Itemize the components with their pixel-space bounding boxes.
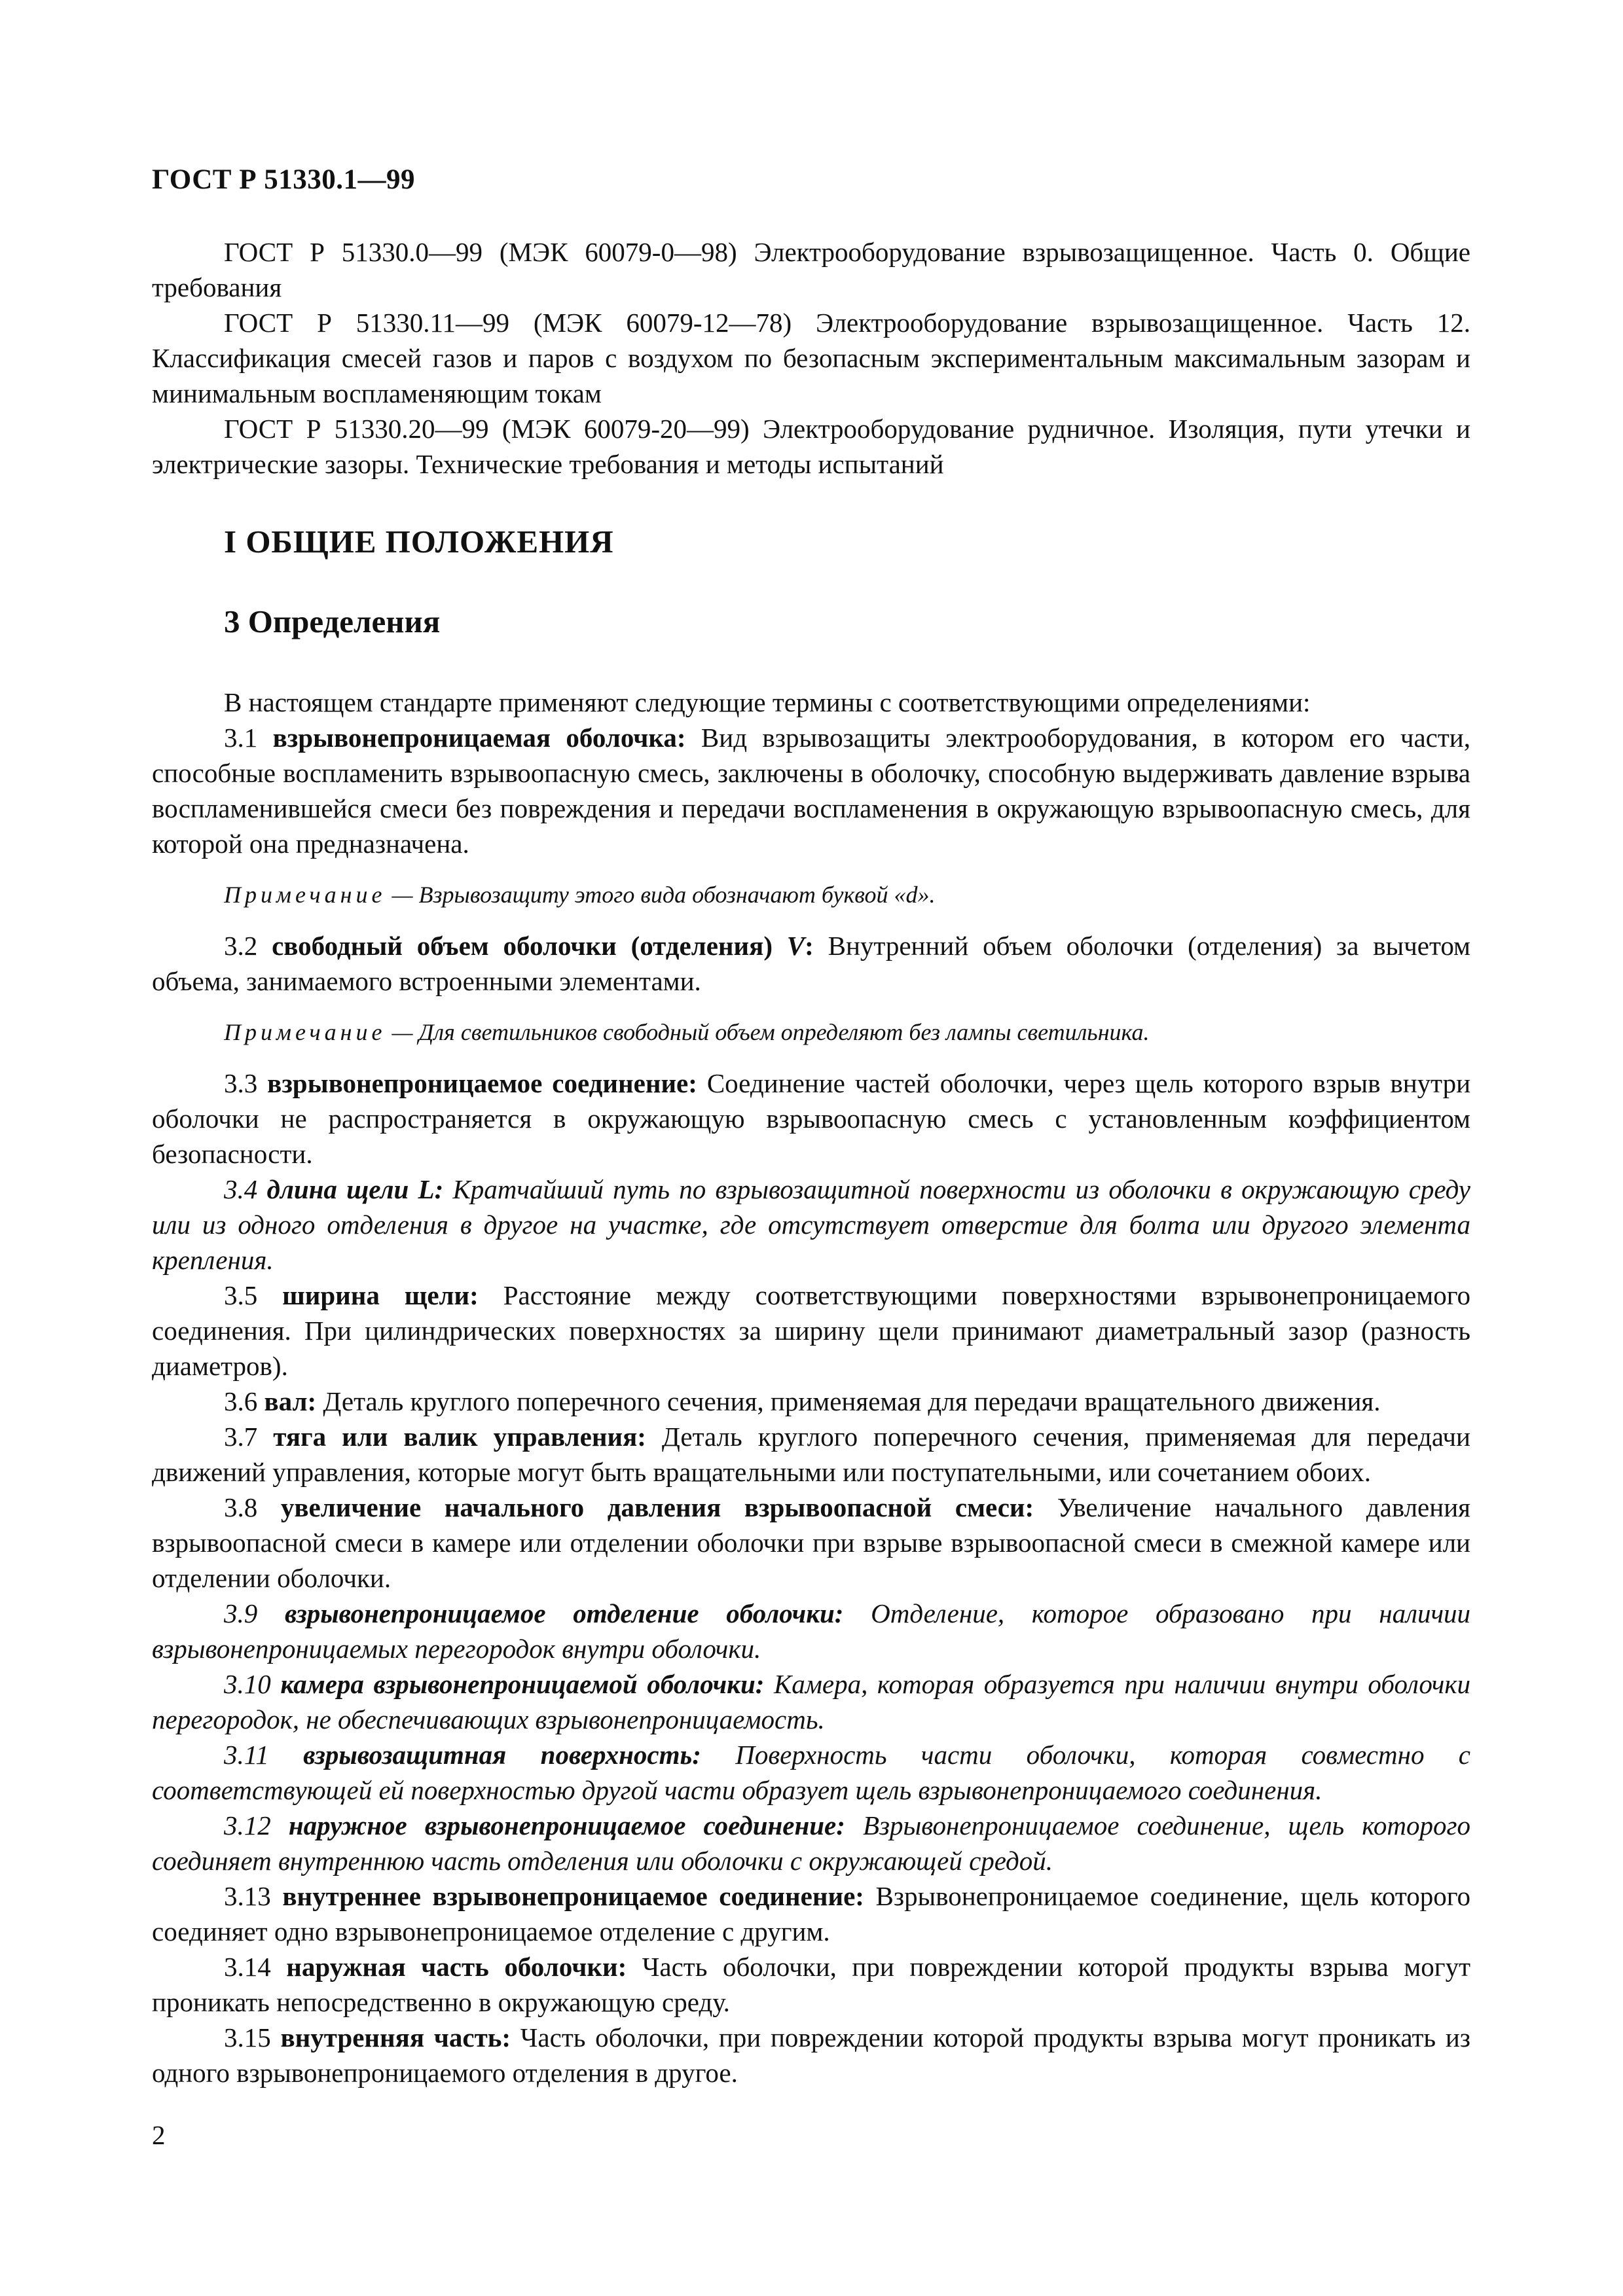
- definition-term-colon: :: [805, 931, 814, 961]
- reference-item: ГОСТ Р 51330.11—99 (МЭК 60079-12—78) Электрооборудование взрывозащищенное. Часть 12. Классификация смесей газов и паров с воздухом по безопасным экспериментальным максимальным зазорам и минимальным воспламеняющим токам: [152, 308, 1470, 408]
- definition-text: Деталь круглого поперечного сечения, применяемая для передачи вращательного движения.: [316, 1386, 1381, 1416]
- section-title: 3 Определения: [224, 603, 441, 639]
- definition-text: Поверхность части оболочки, которая совместно с соответствующей ей поверхностью другой части образует щель взрывонепроницаемого соединения.: [152, 1740, 1471, 1805]
- definition-number: 3.3: [224, 1068, 258, 1098]
- definition-term: внутренняя часть:: [280, 2022, 511, 2053]
- definition-3-13: [152, 1878, 1470, 1949]
- definition-term: внутреннее взрывонепроницаемое соединение:: [282, 1881, 864, 1911]
- definition-number: 3.13: [224, 1881, 271, 1911]
- definition-3-1: [152, 720, 1470, 861]
- definition-symbol: V: [773, 931, 805, 961]
- definition-number: 3.4: [224, 1174, 258, 1204]
- definition-3-6: [152, 1384, 1470, 1419]
- definition-3-12: [152, 1808, 1470, 1878]
- definition-number: 3.12: [224, 1810, 271, 1840]
- note-text: — Взрывозащиту этого вида обозначают буквой «d».: [386, 882, 936, 908]
- definition-text: Кратчайший путь по взрывозащитной поверхности из оболочки в окружающую среду или из одного отделения в другое на участке, где отсутствует отверстие для болта или другого элемента крепления.: [152, 1174, 1470, 1275]
- definition-term: вал:: [264, 1386, 317, 1416]
- document-body: [152, 234, 1470, 2090]
- reference-item: ГОСТ Р 51330.0—99 (МЭК 60079-0—98) Электрооборудование взрывозащищенное. Часть 0. Общие требования: [152, 237, 1470, 302]
- definition-3-5: [152, 1278, 1470, 1384]
- definition-text: Взрывонепроницаемое соединение, щель которого соединяет одно взрывонепроницаемое отделение с другим.: [152, 1881, 1471, 1946]
- definition-number: 3.6: [224, 1386, 258, 1416]
- definition-text: Часть оболочки, при повреждении которой продукты взрыва могут проникать из одного взрывонепроницаемого отделения в другое.: [152, 2022, 1471, 2088]
- definition-number: 3.11: [224, 1740, 269, 1770]
- definition-3-10: [152, 1666, 1470, 1737]
- note-label: Примечание: [224, 1019, 386, 1045]
- definition-text: Часть оболочки, при повреждении которой продукты взрыва могут проникать непосредственно в окружающую среду.: [152, 1952, 1471, 2017]
- note: [152, 1016, 1470, 1049]
- definition-term: ширина щели:: [282, 1280, 479, 1310]
- definition-text: Вид взрывозащиты электрооборудования, в котором его части, способные воспламенить взрывоопасную смесь, заключены в оболочку, способную выдерживать давление взрыва воспламенившейся смеси без повреждения и передачи воспламенения в окружающую взрывоопасную смесь, для которой она предназначена.: [152, 723, 1470, 859]
- definition-number: 3.10: [224, 1669, 271, 1699]
- definition-number: 3.5: [224, 1280, 258, 1310]
- page-number: 2: [152, 2120, 166, 2150]
- definition-term: тяга или валик управления:: [273, 1422, 646, 1452]
- part-title: I ОБЩИЕ ПОЛОЖЕНИЯ: [224, 524, 614, 560]
- definition-term: взрывозащитная поверхность:: [303, 1740, 701, 1770]
- definition-3-8: [152, 1490, 1470, 1596]
- definition-3-2: [152, 928, 1470, 999]
- definition-text: Внутренний объем оболочки (отделения) за вычетом объема, занимаемого встроенными элементами.: [152, 931, 1470, 996]
- definition-number: 3.2: [224, 931, 258, 961]
- definition-number: 3.15: [224, 2022, 271, 2053]
- definition-number: 3.7: [224, 1422, 258, 1452]
- definition-number: 3.14: [224, 1952, 271, 1982]
- definition-term: взрывонепроницаемое соединение:: [267, 1068, 697, 1098]
- definition-3-14: [152, 1949, 1470, 2020]
- definition-text: Деталь круглого поперечного сечения, применяемая для передачи движений управления, которые могут быть вращательными или поступательными, или сочетанием обоих.: [152, 1422, 1470, 1487]
- definition-3-7: [152, 1419, 1470, 1490]
- definition-term: взрывонепроницаемое отделение оболочки:: [284, 1598, 844, 1628]
- note-text: — Для светильников свободный объем определяют без лампы светильника.: [386, 1019, 1150, 1045]
- definition-3-4: [152, 1172, 1470, 1278]
- document-id-header: ГОСТ Р 51330.1—99: [152, 164, 416, 195]
- definition-text: Соединение частей оболочки, через щель которого взрыв внутри оболочки не распространяется в окружающую взрывоопасную смесь с установленным коэффициентом безопасности.: [152, 1068, 1471, 1169]
- definition-text: Отделение, которое образовано при наличии взрывонепроницаемых перегородок внутри оболочки.: [152, 1598, 1471, 1664]
- definition-text: Увеличение начального давления взрывоопасной смеси в камере или отделении оболочки при взрыве взрывоопасной смеси в смежной камере или отделении оболочки.: [152, 1492, 1470, 1593]
- reference-item: ГОСТ Р 51330.20—99 (МЭК 60079-20—99) Электрооборудование рудничное. Изоляция, пути утечки и электрические зазоры. Технические требования и методы испытаний: [152, 414, 1470, 479]
- definition-number: 3.8: [224, 1492, 258, 1522]
- definition-number: 3.9: [224, 1598, 258, 1628]
- note-label: Примечание: [224, 882, 386, 908]
- normative-references: [152, 234, 1470, 482]
- definition-term: свободный объем оболочки (отделения): [272, 931, 773, 961]
- definition-term: увеличение начального давления взрывоопасной смеси:: [280, 1492, 1034, 1522]
- note: [152, 878, 1470, 911]
- definitions-intro: В настоящем стандарте применяют следующие термины с соответствующими определениями:: [224, 687, 1311, 717]
- definition-3-11: [152, 1737, 1470, 1808]
- definition-term: взрывонепроницаемая оболочка:: [272, 723, 686, 753]
- definition-term: наружное взрывонепроницаемое соединение:: [288, 1810, 845, 1840]
- definition-3-9: [152, 1596, 1470, 1666]
- definition-3-15: [152, 2020, 1470, 2090]
- definition-term: наружная часть оболочки:: [286, 1952, 627, 1982]
- definition-term: длина щели L:: [266, 1174, 444, 1204]
- definition-term: камера взрывонепроницаемой оболочки:: [280, 1669, 765, 1699]
- definition-text: Камера, которая образуется при наличии внутри оболочки перегородок, не обеспечивающих взрывонепроницаемость.: [152, 1669, 1470, 1734]
- definition-text: Расстояние между соответствующими поверхностями взрывонепроницаемого соединения. При цилиндрических поверхностях за ширину щели принимают диаметральный зазор (разность диаметров).: [152, 1280, 1471, 1381]
- definition-text: Взрывонепроницаемое соединение, щель которого соединяет внутреннюю часть отделения или оболочки с окружающей средой.: [152, 1810, 1471, 1876]
- definition-number: 3.1: [224, 723, 258, 753]
- definition-3-3: [152, 1066, 1470, 1172]
